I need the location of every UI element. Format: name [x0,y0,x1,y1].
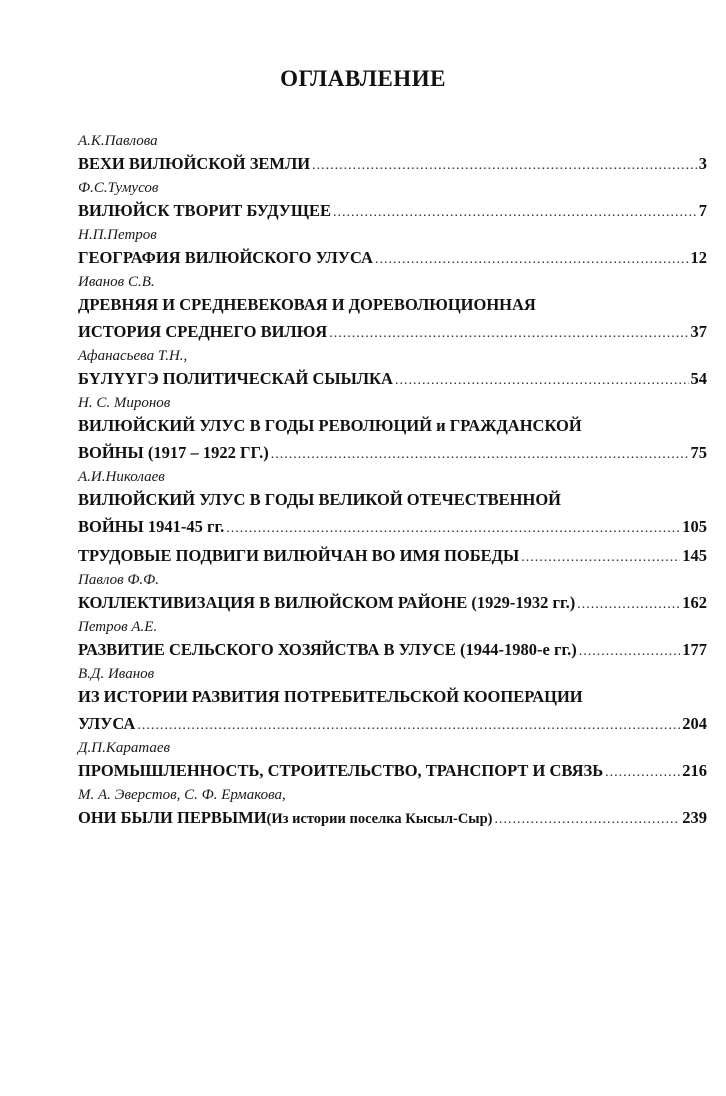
toc-entry-row [78,757,707,786]
toc-entry-page-number: 145 [682,546,707,565]
toc-entry-row [78,589,707,618]
toc-entry-author: Д.П.Каратаев [78,740,171,756]
dot-leader [579,638,681,665]
toc-entry-author: М. А. Эверстов, С. Ф. Ермакова, [78,787,286,803]
toc-entry [78,468,707,542]
toc-entry-page-number: 75 [690,443,707,462]
dot-leader [226,515,680,542]
dot-leader [605,759,680,786]
toc-entry-title-line: ВИЛЮЙСКИЙ УЛУС В ГОДЫ РЕВОЛЮЦИЙ и ГРАЖДАНСКОЙ [78,416,582,435]
toc-entry-title: ТРУДОВЫЕ ПОДВИГИ ВИЛЮЙЧАН ВО ИМЯ ПОБЕДЫ [78,546,520,565]
toc-entry [78,786,707,833]
toc-entry [78,394,707,468]
toc-entry-author: А.К.Павлова [78,133,158,149]
toc-entry [78,273,707,347]
toc-entry-page-number: 105 [682,517,707,536]
toc-entry-title-line: ДРЕВНЯЯ И СРЕДНЕВЕКОВАЯ И ДОРЕВОЛЮЦИОННАЯ [78,295,536,314]
toc-entry [78,542,707,571]
toc-entry-row [78,804,707,833]
toc-entry-author: Н.П.Петров [78,227,157,243]
toc-entry-title-line: ВИЛЮЙСКИЙ УЛУС В ГОДЫ ВЕЛИКОЙ ОТЕЧЕСТВЕННОЙ [78,490,562,509]
toc-entry-title: ГЕОГРАФИЯ ВИЛЮЙСКОГО УЛУСА [78,248,373,267]
toc-entry-page-number: 37 [690,322,707,341]
dot-leader [521,544,680,571]
dot-leader [271,441,689,468]
toc-entry-author: В.Д. Иванов [78,666,155,682]
toc-entry-row [78,542,707,571]
toc-entry [78,347,707,394]
toc-entry-title: ОНИ БЫЛИ ПЕРВЫМИ [78,808,267,827]
toc-entry-title: ВИЛЮЙСК ТВОРИТ БУДУЩЕЕ [78,201,332,220]
dot-leader [312,152,697,179]
toc-entry-row [78,318,707,347]
toc-entry-page-number: 7 [698,201,707,220]
toc-entry-title: БҮЛҮҮГЭ ПОЛИТИЧЕСКАЙ СЫЫЛКА [78,369,393,388]
toc-entry-author: Афанасьева Т.Н., [78,348,188,364]
toc-entry-page-number: 12 [690,248,707,267]
toc-entry-title: КОЛЛЕКТИВИЗАЦИЯ В ВИЛЮЙСКОМ РАЙОНЕ (1929-1932 гг.) [78,593,576,612]
toc-entry [78,179,707,226]
toc-entry-author: А.И.Николаев [78,469,165,485]
toc-entry-row [78,439,707,468]
toc-entry-page-number: 54 [690,369,707,388]
toc-entry-page-number: 204 [682,714,707,733]
toc-entry-title: ПРОМЫШЛЕННОСТЬ, СТРОИТЕЛЬСТВО, ТРАНСПОРТ И СВЯЗЬ [78,761,604,780]
toc-entry-title: ВОЙНЫ (1917 – 1922 ГГ.) [78,443,269,462]
page-title: ОГЛАВЛЕНИЕ [280,66,446,91]
toc-entry-title: ИСТОРИЯ СРЕДНЕГО ВИЛЮЯ [78,322,328,341]
toc-entry-page-number: 3 [698,154,707,173]
dot-leader [577,591,680,618]
toc-entry [78,226,707,273]
dot-leader [333,199,697,226]
toc-entry-row [78,197,707,226]
toc-entry-page-number: 216 [682,761,707,780]
toc-entry-author: Ф.С.Тумусов [78,180,159,196]
dot-leader [395,367,689,394]
toc-entry-title: ВЕХИ ВИЛЮЙСКОЙ ЗЕМЛИ [78,154,311,173]
toc-entry-author: Иванов С.В. [78,274,155,290]
toc-entry-title-line: ИЗ ИСТОРИИ РАЗВИТИЯ ПОТРЕБИТЕЛЬСКОЙ КООПЕРАЦИИ [78,687,583,706]
dot-leader [495,806,681,833]
dot-leader [137,712,680,739]
toc-entry-title: УЛУСА [78,714,136,733]
toc-entry-row [78,244,707,273]
toc-entry-subtitle: (Из истории поселка Кысыл-Сыр) [266,811,493,827]
toc-entry [78,618,707,665]
toc-entry-author: Н. С. Миронов [78,395,171,411]
toc-entry-title: РАЗВИТИЕ СЕЛЬСКОГО ХОЗЯЙСТВА В УЛУСЕ (1944-1980-е гг.) [78,640,577,659]
toc-entry [78,132,707,179]
toc-entry-page-number: 162 [682,593,707,612]
toc-entry-page-number: 239 [682,808,707,827]
toc-entry-author: Петров А.Е. [78,619,158,635]
toc-entry-page-number: 177 [682,640,707,659]
dot-leader [375,246,689,273]
toc-entry-row [78,710,707,739]
toc-entry-title: ВОЙНЫ 1941-45 гг. [78,517,225,536]
toc-entry [78,665,707,739]
toc-entry-row [78,513,707,542]
toc-entry-row [78,365,707,394]
dot-leader [329,320,688,347]
toc-entry [78,571,707,618]
toc-entry-row [78,150,707,179]
toc-entry-author: Павлов Ф.Ф. [78,572,159,588]
toc-entry-row [78,636,707,665]
toc-entry [78,739,707,786]
toc-list [78,132,707,833]
